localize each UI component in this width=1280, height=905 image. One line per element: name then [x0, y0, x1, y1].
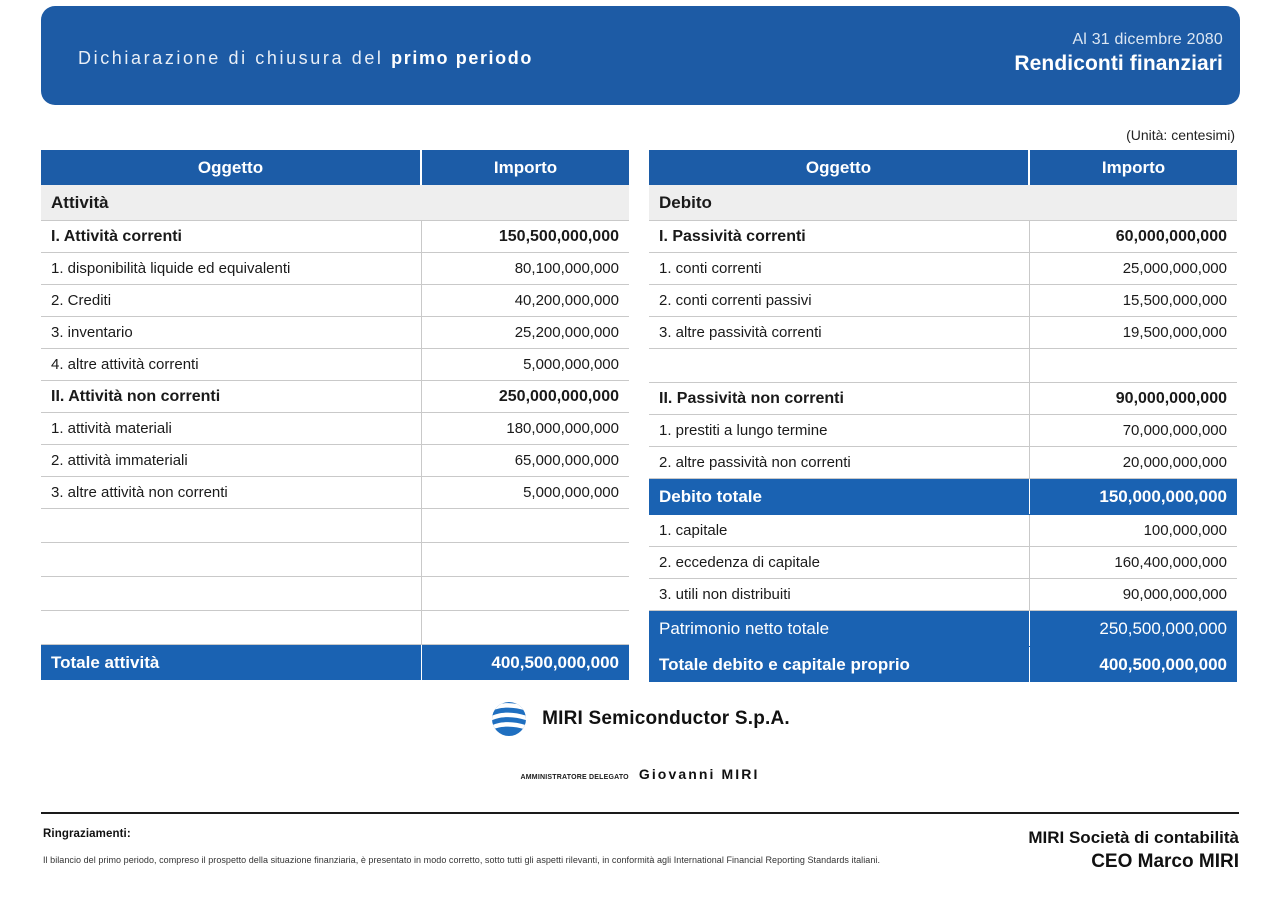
- table-row: [41, 509, 629, 543]
- acknowledgements-label: Ringraziamenti:: [43, 828, 131, 840]
- row-amount: 5,000,000,000: [421, 477, 629, 509]
- row-label: Totale debito e capitale proprio: [649, 647, 1029, 683]
- row-amount: 25,200,000,000: [421, 317, 629, 349]
- row-amount: [421, 543, 629, 577]
- ceo-name: Giovanni MIRI: [638, 766, 760, 782]
- table-row: [41, 349, 629, 381]
- row-amount: 80,100,000,000: [421, 253, 629, 285]
- document-header-banner: [41, 6, 1240, 105]
- ceo-signature-line: [0, 766, 1280, 782]
- table-row: [41, 317, 629, 349]
- liabilities-section-label: Debito: [649, 185, 1237, 221]
- accounting-firm-name: MIRI Società di contabilità: [1028, 828, 1239, 847]
- table-row: [41, 221, 629, 253]
- table-row: [649, 221, 1237, 253]
- row-label: 2. Crediti: [41, 285, 421, 317]
- row-amount: 250,500,000,000: [1029, 611, 1237, 647]
- table-row: [649, 383, 1237, 415]
- row-label: 4. altre attività correnti: [41, 349, 421, 381]
- unit-note: (Unità: centesimi): [1126, 127, 1235, 143]
- table-row: [41, 253, 629, 285]
- row-amount: 20,000,000,000: [1029, 447, 1237, 479]
- disclaimer-text: Il bilancio del primo periodo, compreso il prospetto della situazione finanziaria, è presentato in modo corretto, sotto tutti gli aspetti rilevanti, in conformità agli International Financial Reporting Standards italiani.: [43, 855, 880, 865]
- assets-col-object: Oggetto: [41, 150, 421, 185]
- table-row: [41, 285, 629, 317]
- assets-section-row: [41, 185, 629, 221]
- row-amount: 5,000,000,000: [421, 349, 629, 381]
- table-row: [649, 479, 1237, 515]
- row-amount: [421, 577, 629, 611]
- row-amount: 400,500,000,000: [1029, 647, 1237, 683]
- row-amount: 180,000,000,000: [421, 413, 629, 445]
- row-label: 3. inventario: [41, 317, 421, 349]
- table-row: [41, 577, 629, 611]
- table-row: [649, 253, 1237, 285]
- row-label: Debito totale: [649, 479, 1029, 515]
- accounting-firm-ceo: CEO Marco MIRI: [1091, 851, 1239, 872]
- row-label: 1. attività materiali: [41, 413, 421, 445]
- row-label: [41, 543, 421, 577]
- table-row: [41, 477, 629, 509]
- company-identity: [490, 700, 790, 738]
- row-amount: 25,000,000,000: [1029, 253, 1237, 285]
- globe-logo-icon: [490, 700, 528, 738]
- row-label: 1. disponibilità liquide ed equivalenti: [41, 253, 421, 285]
- company-name: MIRI Semiconductor S.p.A.: [542, 708, 790, 729]
- table-row: [649, 447, 1237, 479]
- row-amount: 150,000,000,000: [1029, 479, 1237, 515]
- document-title-light: Dichiarazione di chiusura del: [78, 48, 384, 68]
- signature-block: [0, 700, 1280, 782]
- row-amount: 90,000,000,000: [1029, 383, 1237, 415]
- row-amount: 400,500,000,000: [421, 645, 629, 681]
- row-label: Patrimonio netto totale: [649, 611, 1029, 647]
- row-label: 3. altre passività correnti: [649, 317, 1029, 349]
- assets-col-amount: Importo: [421, 150, 629, 185]
- table-row: [649, 579, 1237, 611]
- row-label: Totale attività: [41, 645, 421, 681]
- liabilities-table-header-row: [649, 150, 1237, 185]
- row-amount: 70,000,000,000: [1029, 415, 1237, 447]
- assets-table: [41, 150, 629, 680]
- row-label: [649, 349, 1029, 383]
- liabilities-col-amount: Importo: [1029, 150, 1237, 185]
- row-label: 3. altre attività non correnti: [41, 477, 421, 509]
- table-row: [41, 645, 629, 681]
- ceo-role-label: AMMINISTRATORE DELEGATO: [520, 774, 629, 781]
- row-amount: 90,000,000,000: [1029, 579, 1237, 611]
- row-amount: [1029, 349, 1237, 383]
- row-label: 1. prestiti a lungo termine: [649, 415, 1029, 447]
- row-amount: 19,500,000,000: [1029, 317, 1237, 349]
- document-title: [78, 48, 533, 69]
- row-label: [41, 577, 421, 611]
- table-row: [649, 515, 1237, 547]
- row-label: [41, 611, 421, 645]
- header-right-block: [1014, 30, 1223, 78]
- row-amount: [421, 509, 629, 543]
- footer-divider: [41, 812, 1239, 814]
- table-row: [41, 381, 629, 413]
- table-row: [649, 285, 1237, 317]
- row-amount: 160,400,000,000: [1029, 547, 1237, 579]
- report-date: Al 31 dicembre 2080: [1072, 31, 1223, 48]
- row-label: 1. capitale: [649, 515, 1029, 547]
- row-label: II. Passività non correnti: [649, 383, 1029, 415]
- row-label: 3. utili non distribuiti: [649, 579, 1029, 611]
- liabilities-col-object: Oggetto: [649, 150, 1029, 185]
- row-label: 2. altre passività non correnti: [649, 447, 1029, 479]
- assets-table-header-row: [41, 150, 629, 185]
- table-row: [649, 647, 1237, 683]
- liabilities-table: [649, 150, 1237, 682]
- row-label: I. Passività correnti: [649, 221, 1029, 253]
- assets-section-label: Attività: [41, 185, 629, 221]
- table-row: [649, 317, 1237, 349]
- row-amount: 60,000,000,000: [1029, 221, 1237, 253]
- row-amount: 250,000,000,000: [421, 381, 629, 413]
- row-amount: 150,500,000,000: [421, 221, 629, 253]
- row-amount: 40,200,000,000: [421, 285, 629, 317]
- row-label: II. Attività non correnti: [41, 381, 421, 413]
- footer-left-block: [43, 828, 923, 866]
- table-row: [649, 547, 1237, 579]
- table-row: [649, 611, 1237, 647]
- table-row: [649, 415, 1237, 447]
- row-amount: 100,000,000: [1029, 515, 1237, 547]
- row-amount: 15,500,000,000: [1029, 285, 1237, 317]
- table-row: [41, 445, 629, 477]
- liabilities-table-body: [649, 185, 1237, 682]
- row-label: I. Attività correnti: [41, 221, 421, 253]
- document-title-strong: primo periodo: [391, 48, 533, 68]
- report-subtitle: Rendiconti finanziari: [1014, 52, 1223, 75]
- footer-right-block: [1028, 826, 1239, 875]
- table-row: [41, 543, 629, 577]
- assets-table-body: [41, 185, 629, 680]
- table-row: [41, 413, 629, 445]
- table-row: [41, 611, 629, 645]
- liabilities-section-row: [649, 185, 1237, 221]
- row-label: 2. attività immateriali: [41, 445, 421, 477]
- row-label: 1. conti correnti: [649, 253, 1029, 285]
- row-label: 2. eccedenza di capitale: [649, 547, 1029, 579]
- table-row: [649, 349, 1237, 383]
- row-amount: [421, 611, 629, 645]
- row-amount: 65,000,000,000: [421, 445, 629, 477]
- row-label: 2. conti correnti passivi: [649, 285, 1029, 317]
- row-label: [41, 509, 421, 543]
